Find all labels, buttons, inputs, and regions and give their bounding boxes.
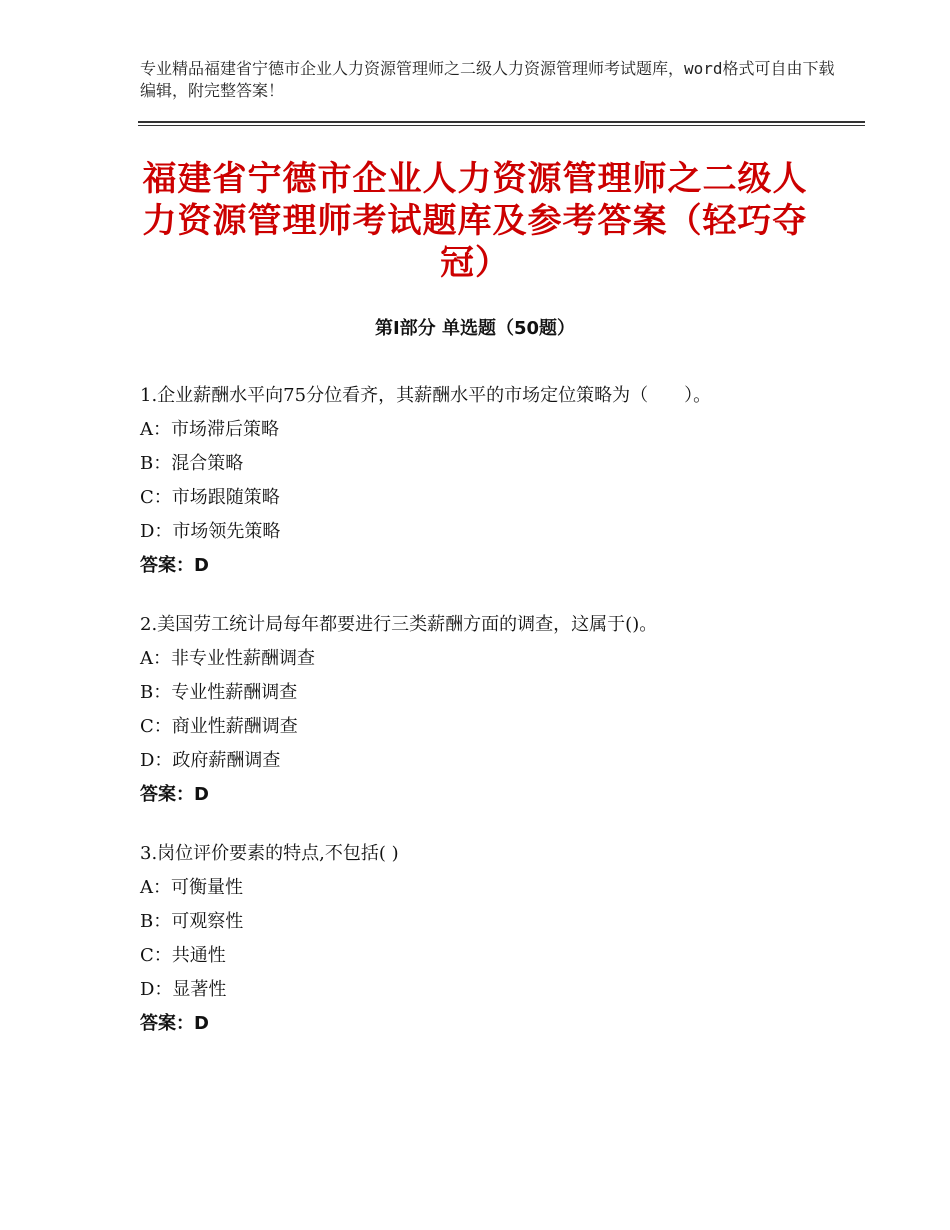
option-d: D：政府薪酬调查 xyxy=(140,750,281,771)
question-1 xyxy=(140,382,840,580)
option-b: B：混合策略 xyxy=(140,453,244,474)
option-a: A：可衡量性 xyxy=(140,877,243,898)
option-d: D：显著性 xyxy=(140,979,227,1000)
option-c: C：市场跟随策略 xyxy=(140,487,280,508)
question-3 xyxy=(140,840,840,1038)
option-c: C：商业性薪酬调查 xyxy=(140,716,298,737)
answer-line: 答案：D xyxy=(140,555,209,576)
question-stem: 1.企业薪酬水平向75分位看齐，其薪酬水平的市场定位策略为（ ）。 xyxy=(140,385,712,406)
header-rule-thin xyxy=(138,125,865,126)
section-title: 第Ⅰ部分 单选题（50题） xyxy=(374,318,575,339)
header-note: 专业精品福建省宁德市企业人力资源管理师之二级人力资源管理师考试题库，word格式可自由下载编辑，附完整答案！ xyxy=(140,59,835,100)
option-b: B：专业性薪酬调查 xyxy=(140,682,298,703)
document-title: 福建省宁德市企业人力资源管理师之二级人力资源管理师考试题库及参考答案（轻巧夺冠） xyxy=(142,159,808,283)
answer-line: 答案：D xyxy=(140,1013,209,1034)
header-rule-thick xyxy=(138,121,865,123)
question-stem: 3.岗位评价要素的特点,不包括( ) xyxy=(140,843,399,864)
option-c: C：共通性 xyxy=(140,945,226,966)
answer-line: 答案：D xyxy=(140,784,209,805)
question-stem: 2.美国劳工统计局每年都要进行三类薪酬方面的调查，这属于()。 xyxy=(140,614,658,635)
option-a: A：非专业性薪酬调查 xyxy=(140,648,315,669)
option-d: D：市场领先策略 xyxy=(140,521,281,542)
option-b: B：可观察性 xyxy=(140,911,244,932)
option-a: A：市场滞后策略 xyxy=(140,419,279,440)
question-list xyxy=(140,382,840,1069)
question-2 xyxy=(140,611,840,809)
